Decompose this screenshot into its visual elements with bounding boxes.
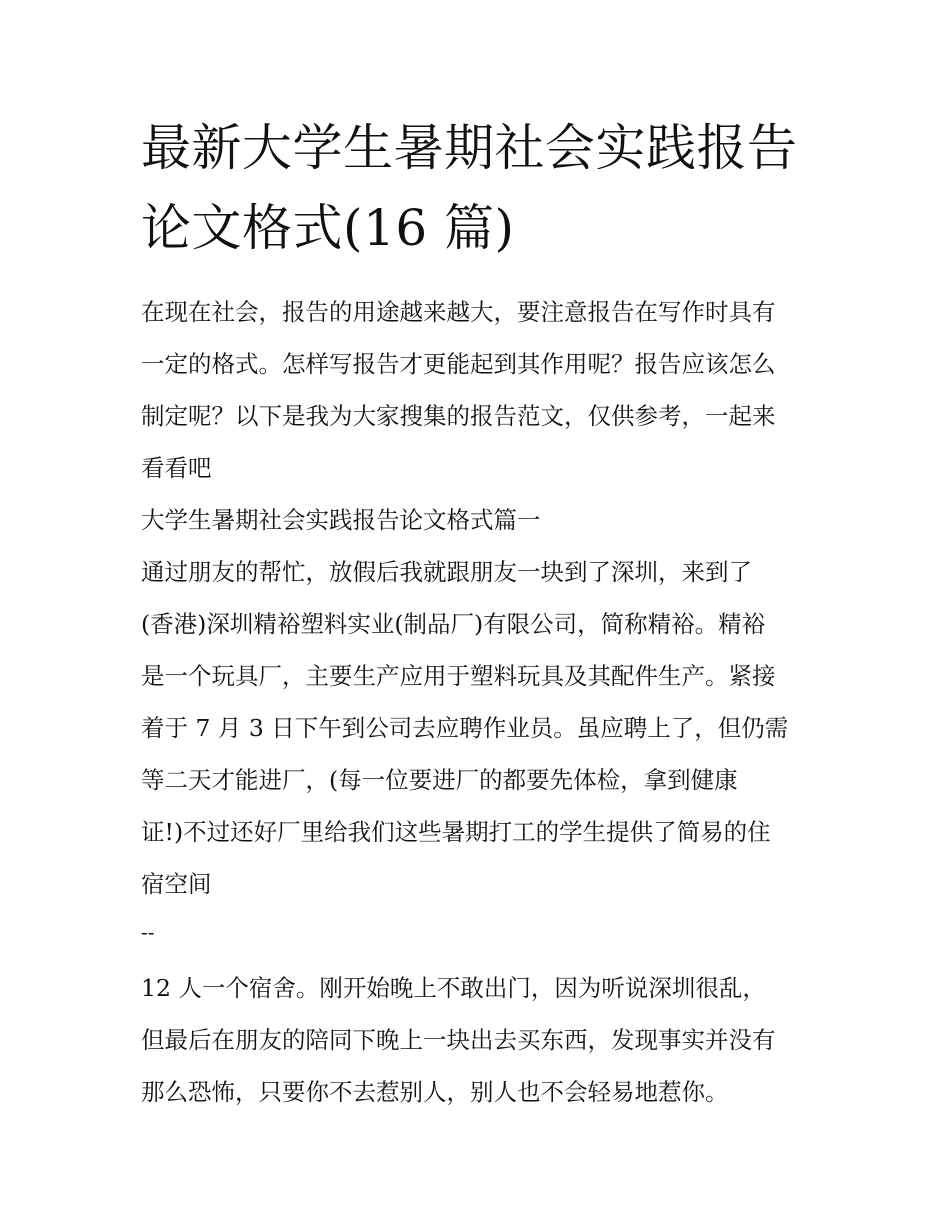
- intro-line: 一定的格式。怎样写报告才更能起到其作用呢？报告应该怎么: [141, 350, 776, 378]
- continuation-line: 但最后在朋友的陪同下晚上一块出去买东西，发现事实并没有: [141, 1026, 776, 1054]
- body-line: 着于 7 月 3 日下午到公司去应聘作业员。虽应聘上了，但仍需: [141, 714, 789, 742]
- continuation-line: 12 人一个宿舍。刚开始晚上不敢出门，因为听说深圳很乱，: [141, 974, 766, 1002]
- page-separator: --: [141, 920, 155, 944]
- body-line: (香港)深圳精裕塑料实业(制品厂)有限公司，简称精裕。精裕: [141, 610, 766, 638]
- section-heading: 大学生暑期社会实践报告论文格式篇一: [141, 506, 541, 534]
- body-line: 通过朋友的帮忙，放假后我就跟朋友一块到了深圳，来到了: [141, 558, 752, 586]
- body-line: 等二天才能进厂，(每一位要进厂的都要先体检，拿到健康: [141, 766, 738, 794]
- document-title: [141, 108, 821, 268]
- document-content: [141, 108, 821, 1118]
- body-paragraph: [141, 546, 821, 910]
- continuation-line: 那么恐怖，只要你不去惹别人，别人也不会轻易地惹你。: [141, 1078, 729, 1106]
- title-line-2: 论文格式(16 篇): [141, 199, 515, 257]
- intro-paragraph: [141, 286, 821, 494]
- intro-line: 制定呢？以下是我为大家搜集的报告范文，仅供参考，一起来: [141, 402, 776, 430]
- intro-line: 在现在社会，报告的用途越来越大，要注意报告在写作时具有: [141, 298, 776, 326]
- continuation-paragraph: [141, 962, 821, 1118]
- body-line: 是一个玩具厂，主要生产应用于塑料玩具及其配件生产。紧接: [141, 662, 776, 690]
- title-line-1: 最新大学生暑期社会实践报告: [141, 119, 798, 177]
- body-line: 证!)不过还好厂里给我们这些暑期打工的学生提供了简易的住: [141, 818, 771, 846]
- body-line: 宿空间: [141, 870, 212, 898]
- intro-line: 看看吧: [141, 454, 212, 482]
